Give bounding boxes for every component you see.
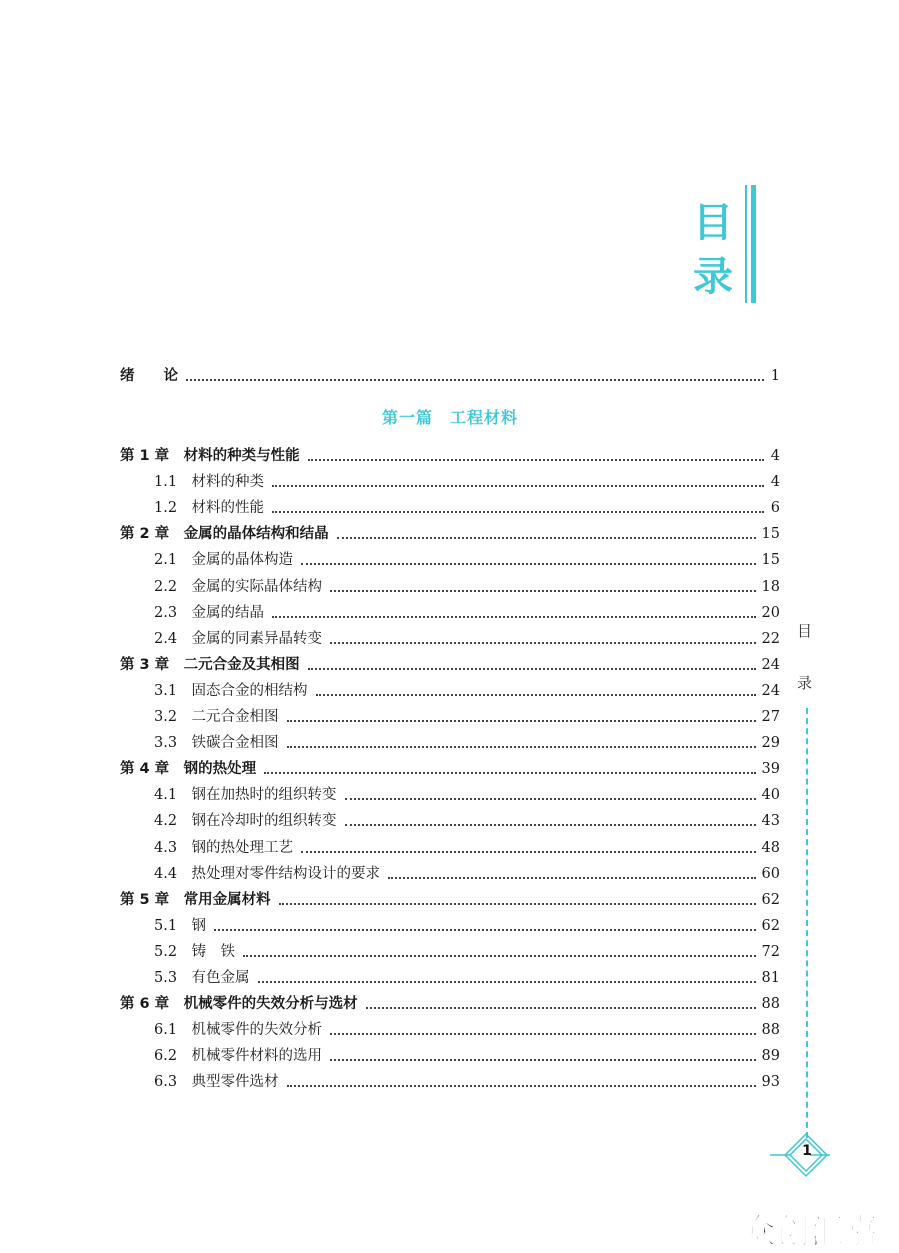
toc-entry-label: 3.2 二元合金相图 [154,709,279,725]
toc-entry-label: 1.2 材料的性能 [154,500,265,517]
toc-section-entry[interactable] [120,546,780,570]
dot-leader [330,1033,755,1035]
dot-leader [301,563,755,565]
dot-leader [272,511,764,513]
toc-entry-page: 60 [761,865,780,882]
dot-leader [330,642,755,644]
toc-entry-label: 绪 论 [120,368,178,384]
toc-section-entry[interactable] [120,781,780,805]
toc-entry-page: 15 [761,526,780,543]
toc-section-entry[interactable] [120,573,780,597]
dot-leader [316,694,756,696]
dot-leader [272,616,755,618]
watermark-logo [742,1210,897,1250]
toc-section-entry[interactable] [120,729,780,753]
title-accent-bar [751,185,756,303]
dot-leader [308,668,756,670]
toc-entry-page: 43 [761,813,780,830]
toc-section-entry[interactable] [120,912,780,936]
dot-leader [345,798,756,800]
toc-entry-label: 5.3 有色金属 [154,970,250,986]
toc-entry-page: 81 [761,970,780,986]
dot-leader [308,459,764,461]
toc-entry-intro[interactable] [120,362,780,386]
toc-entry-label: 第 5 章 常用金属材料 [120,891,271,908]
toc-section-entry[interactable] [120,625,780,649]
toc-entry-label: 4.1 钢在加热时的组织转变 [154,787,337,804]
dot-leader [287,746,756,748]
toc-title-char-2: 录 [693,254,733,300]
toc-entry-label: 2.3 金属的结晶 [154,604,265,621]
toc-entry-page: 4 [770,448,780,464]
dot-leader [345,824,756,826]
toc-entry-page: 22 [761,630,780,647]
side-tab-char-2: 录 [797,674,813,692]
toc-entry-page: 40 [761,787,780,804]
toc-chapter-entry[interactable] [120,442,780,466]
dot-leader [366,1007,756,1009]
toc-entry-page: 62 [761,917,780,934]
toc-entry-label: 4.3 钢的热处理工艺 [154,839,294,856]
side-tab-char-1: 目 [797,622,813,640]
dot-leader [330,1059,755,1061]
toc-entry-label: 6.2 机械零件材料的选用 [154,1048,323,1065]
title-accent-bar-thin [745,185,747,303]
toc-entry-label: 第 6 章 机械零件的失效分析与选材 [120,996,358,1013]
dot-leader [337,537,756,539]
svg-text:众创汇嘉: 众创汇嘉 [742,1212,878,1250]
toc-entry-page: 89 [761,1048,780,1065]
toc-entry-page: 27 [761,709,780,725]
side-dashed-line [806,708,808,1138]
toc-section-entry[interactable] [120,938,780,962]
dot-leader [243,955,755,957]
toc-section-entry[interactable] [120,599,780,623]
dot-leader [186,379,764,381]
toc-section-entry[interactable] [120,964,780,988]
toc-entry-label: 6.3 典型零件选材 [154,1074,279,1091]
toc-section-entry[interactable] [120,703,780,727]
toc-entry-label: 第 2 章 金属的晶体结构和结晶 [120,526,329,543]
toc-entry-label: 5.2 铸 铁 [154,943,236,960]
toc-entry-label: 第 1 章 材料的种类与性能 [120,448,300,464]
toc-entry-label: 4.2 钢在冷却时的组织转变 [154,813,337,830]
toc-entry-label: 4.4 热处理对零件结构设计的要求 [154,865,381,882]
toc-entry-page: 24 [761,682,780,699]
toc-entry-page: 18 [761,578,780,595]
toc-section-entry[interactable] [120,834,780,858]
toc-entry-page: 29 [761,735,780,752]
toc-chapter-entry[interactable] [120,755,780,779]
toc-entry-page: 88 [761,996,780,1013]
toc-entry-page: 39 [761,761,780,778]
toc-section-entry[interactable] [120,860,780,884]
toc-entry-page: 72 [761,943,780,960]
dot-leader [287,720,756,722]
toc-title-char-1: 目 [693,200,733,246]
part-heading: 第一篇 工程材料 [381,408,518,427]
toc-chapter-entry[interactable] [120,990,780,1014]
toc-entry-label: 3.1 固态合金的相结构 [154,682,308,699]
toc-entry-page: 20 [761,604,780,621]
toc-section-entry[interactable] [120,494,780,518]
toc-section-entry[interactable] [120,807,780,831]
dot-leader [287,1085,756,1087]
toc-section-entry[interactable] [120,1068,780,1092]
page-number: 1 [802,1143,812,1159]
dot-leader [330,590,755,592]
toc-entry-label: 第 3 章 二元合金及其相图 [120,656,300,673]
dot-leader [264,772,755,774]
toc-entry-page: 48 [761,839,780,856]
toc-entry-page: 62 [761,891,780,908]
toc-section-entry[interactable] [120,677,780,701]
toc-entry-label: 6.1 机械零件的失效分析 [154,1022,323,1039]
toc-chapter-entry[interactable] [120,886,780,910]
toc-entry-label: 1.1 材料的种类 [154,474,265,491]
toc-entry-page: 6 [770,500,780,517]
dot-leader [214,929,755,931]
toc-chapter-entry[interactable] [120,651,780,675]
dot-leader [301,851,755,853]
toc-entry-label: 3.3 铁碳合金相图 [154,735,279,752]
toc-entry-label: 2.4 金属的同素异晶转变 [154,630,323,647]
toc-section-entry[interactable] [120,1042,780,1066]
toc-section-entry[interactable] [120,1016,780,1040]
toc-entry-page: 93 [761,1074,780,1091]
toc-entry-label: 2.1 金属的晶体构造 [154,552,294,569]
toc-entry-page: 1 [770,368,780,384]
dot-leader [272,485,764,487]
toc-entry-page: 15 [761,552,780,569]
toc-entry-page: 4 [770,474,780,491]
toc-entry-label: 2.2 金属的实际晶体结构 [154,578,323,595]
dot-leader [279,903,756,905]
toc-entry-page: 88 [761,1022,780,1039]
toc-chapter-entry[interactable] [120,520,780,544]
toc-entry-label: 第 4 章 钢的热处理 [120,761,257,778]
toc-entry-page: 24 [761,656,780,673]
toc-entry-label: 5.1 钢 [154,917,207,934]
toc-section-entry[interactable] [120,468,780,492]
dot-leader [388,877,755,879]
dot-leader [258,981,756,983]
